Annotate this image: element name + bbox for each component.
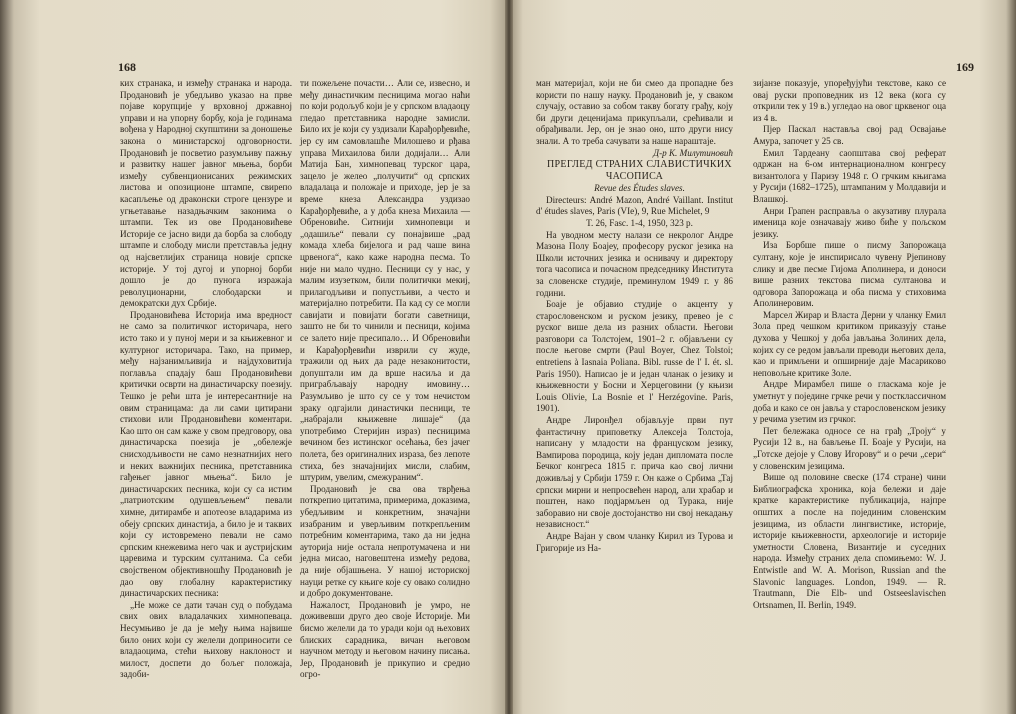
left-column-2 (300, 78, 470, 681)
journal-directors: Directeurs: André Mazon, André Vaillant. Institut d' études slaves, Paris (VIe), 9, Rue Michelet, 9 (536, 194, 733, 217)
paragraph: Нажалост, Продановић је умро, не доживевши друго део своје Историје. Ми бисмо желели да то уради који од њехових блиских сарадника, вичан његовом научном методу и његовом начину писања. Јер, Продановић је прикупио и средио огро- (300, 599, 470, 680)
page-number-right: 169 (956, 60, 974, 74)
paragraph: На уводном месту налази се некролог Андре Мазона Полу Боајеу, професору руског језика на Школи источних језика и оснивачу и директору тога часописа и почасном председнику Института за словенске студије, преминулом 1949 г. у 86 години. (536, 229, 733, 298)
right-column-1 (536, 78, 733, 554)
page-number-left: 168 (118, 60, 136, 74)
section-heading: ПРЕГЛЕД СТРАНИХ СЛАВИСТИЧКИХ ЧАСОПИСА (547, 159, 732, 183)
paragraph: Андре Вајан у свом чланку Кирил из Турова и Григорије из На- (536, 530, 733, 553)
book-spine (505, 0, 513, 714)
paragraph: „Не може се дати тачан суд о побудама свих ових владалачких химнопеваца. Несумњиво је да је међу њима највише било оних који су желели доприносити се владаоцима, стећи њихову наклоност и милост, доспети до бољег положаја, задоби- (120, 599, 292, 680)
author-signature: Д-р К. Милутиновић (653, 147, 733, 158)
paragraph: ких странака, и између странака и народа. Продановић је убедљиво указао на прве појаве корупције у врховној државној управи и на упорну борбу, која је годинама вођена у Народној скупштини за доношење закона о министарској одговорности. Продановић је посветио разумљиву пажњу и развитку нашег јавног мњења, борби између субвенционисаних режимских листова и опозиционе штампе, свирепо касапљење од драконски строге цензуре и угњетавање назадњачким законима о штампи. Тек из ове Продановићеве Историје се јасно види да борба за слободу штампе и слободу мисли претставља једну од најсветлијих страница новије српске историје. У тој дугој и упорној борби дошло је до пунога изражаја револуционарни, слободарски и демократски дух Србије. (120, 78, 292, 309)
paragraph: Андре Лиронђел објављује први пут фантастичну приповетку Алексеја Толстоја, написану у младости на француском језику, Вампирова породица, коју један дипломата после Бечког конгреса 1815 г. прича као свој лични доживљај у Србији 1759 г. Он каже о Србима „Тај српски мирни и непросвећен народ, али храбар и поштен, нако подјармљен од Турака, није заборавио ни своје достојанство ни свој некадању независност.“ (536, 415, 733, 530)
paragraph: ман материјал, који не би смео да пропадне без користи по нашу науку. Продановић је, у сваком случају, оставио за собом такву богату грађу, коју би други деценијама прикупљали, срећивали и обрађивали. Јер, он је знао оно, што други нису знали. А то треба сачувати за наше нараштаје. (536, 78, 733, 146)
paragraph: Андре Мирамбел пише о гласкама које је уметнут у поједине грчке речи у постклассичном доба и како се он јавља у старословенском језику у речима узетим из грчког. (753, 379, 946, 425)
paragraph: Иза Борбше пише о писму Запорожаца султану, које је инспирисало чувену Рјепинову слику и две песме Гијома Аполинера, и доноси више разних текстова писма султанова и одговора Запорожаца и оба писма у стиховима Аполинеровим. (753, 240, 946, 309)
paragraph: Више од половине свеске (174 стране) чини Библиографска хроника, која бележи и даје кратке карактеристике публикација, најпре општих а после на појединим словенским језицима, из области лингвистике, историје, историје књижевности, археологије и историје уметности Словена, Византије и суседних народа. Између страних дела спомињемо: W. J. Entwistle and W. A. Morison, Russian and the Slavonic languages. London, 1949. — R. Trautmann, Die Elb- und Ostseeslavischen Ortsnamen, II. Berlin, 1949. (753, 472, 946, 610)
left-column-1 (120, 78, 292, 681)
paragraph: Анри Грапен расправља о акузативу плурала именица које означавају живо биће у пољском језику. (753, 205, 946, 239)
paragraph: Боаје је објавио студије о акценту у старословенском и руском језику, превео је с руског више дела из разних области. Његови разговори са Толстојем, 1901–2 г. објављени су после његове смрти (Paul Boyer, Chez Tolstoi; entretiens à Iasnaia Poliana. Bibl. russe de l' I. ét. sl. Paris 1950). Написао је и један чланак о језику и књижевности у Босни и Херцеговини (у књизи Louis Olivie, La Bosnie et l' Herzégovine. Paris, 1901). (536, 299, 733, 414)
paragraph: Продановићева Историја има вредност не само за политичког историчара, него исто тако и у пуној мери и за књижевног и културног историчара. Тако, на пример, међу најзанимљивија и најдуховитија поглавља спадају баш Продановићеви критички осврти на династичарску поезију. Тешко је рећи шта је интересантније на овим страницама: да ли сами цитирани стихови или Продановићеви коментари. Као што он сам каже у свом предговору, ова династичарска поезија је „обележје снисходљивости не само незнатнијих него и неких важнијих песника, претставника гађењег јавног мњења“. Било је династичарских песника, који су са истим „патриотским одушевљењем“ певали химне, дитирамбе и апотеозе владарима из обеју српских династија, а било је и таквих који су истовремено певали не само српским кнежевима него чак и аустријским царевима и турским султанима. Са себи својственом објективношћу Продановић је дао ову глобалну карактеристику династичарских песника: (120, 309, 292, 599)
paragraph: Марсел Жирар и Власта Дерни у чланку Емил Зола пред чешком критиком приказују стање духова у Чешкој у доба јављања Золиних дела, којих су се редом јављали преводи његових дела, као и примљени и опширније даје Масариково неповољне критике Золе. (753, 309, 946, 378)
paragraph: ти пожељене почасти… Али се, извесно, и међу династичким песницима могао наћи по који родољуб који је у српском владаоцу гледао претставника народне замисли. Било их је који су уздизали Карађорђевиће, јер су им самовлашће Милошево и рђава управа Михаилова били додијали… Али Матија Бан, химнопевац турског цара, зацело је желео „получити“ од српских владалаца и положаје и приходе, јер је за време кнеза Александра уздизао Карађорђевиће, а у доба кнеза Михаила — Обреновиће. Ситнији химнопевци и „одашиље“ певали су понајвише „рад комада хлеба бијелога и рад чаше вина црвенога“, како каже народна песма. То није ни мало чудно. Песници су у нас, у малим изузетком, били политички мекиј, прилагодљиви и попустљиви, а често и материјално потребити. Па кад су се могли савијати и повијати богати саветници, зашто не би то чинили и песници, којима се залето није пресипало… И Обреновићи и Карађорђевићи изврили су жуде, тражили од њих да раде незаконитости, допуштали им да врше насиља и да приграбљавају народну имовину… Разумљиво је што су се у том нечистом зраку одгајили династички песници, те „набрајали књижевне лишаје“ (да употребимо Стеријин израз) песницима вечином без истинског осећања, без јачег полета, без оригиналних израза, без лепоте стиха, без значајнијих мисли, слабим, штурим, увелим, смежураним“. (300, 78, 470, 483)
right-column-2 (753, 78, 946, 611)
journal-title: Revue des Études slaves. (594, 183, 685, 194)
paragraph: Продановић је сва ова тврђења поткрепио цитатима, примерима, доказима, убедљивим и конкретним, значајни изабраним и уверљивим поткрепљеним потребним коментарима, тако да ни једна ауторија није остала непротумачена и ни једна мисао, наговештена између редова, да није објашњена. У нашој историској науци ретке су књиге које су овако солидно и добро документоване. (300, 483, 470, 599)
journal-issue: T. 26, Fasc. 1-4, 1950, 323 p. (586, 217, 693, 228)
paragraph: Емил Тардеану саопштава свој реферат одржан на 6-ом интернационалном конгресу византолога у Паризу 1948 г. О грчким књигама у Русији (1682–1725), штампаним у Молдавији и Влашкој. (753, 147, 946, 204)
paragraph: Пет бележака односе се на грађ „Троју“ у Русији 12 в., на бављење П. Боаје у Русији, на „Готске дејоје у Слову Игорову“ и о речи „сери“ у словенским језицима. (753, 425, 946, 471)
paragraph: Пјер Паскал наставља свој рад Освајање Амура, започет у 25 св. (753, 124, 946, 146)
paragraph: зијанзе показује, упоређујући текстове, како се овај руски проповедник из 12 века (кога су открили тек у 19 в.) угледао на овог црквеног оца из 4 в. (753, 78, 946, 123)
right-page (509, 0, 1016, 714)
